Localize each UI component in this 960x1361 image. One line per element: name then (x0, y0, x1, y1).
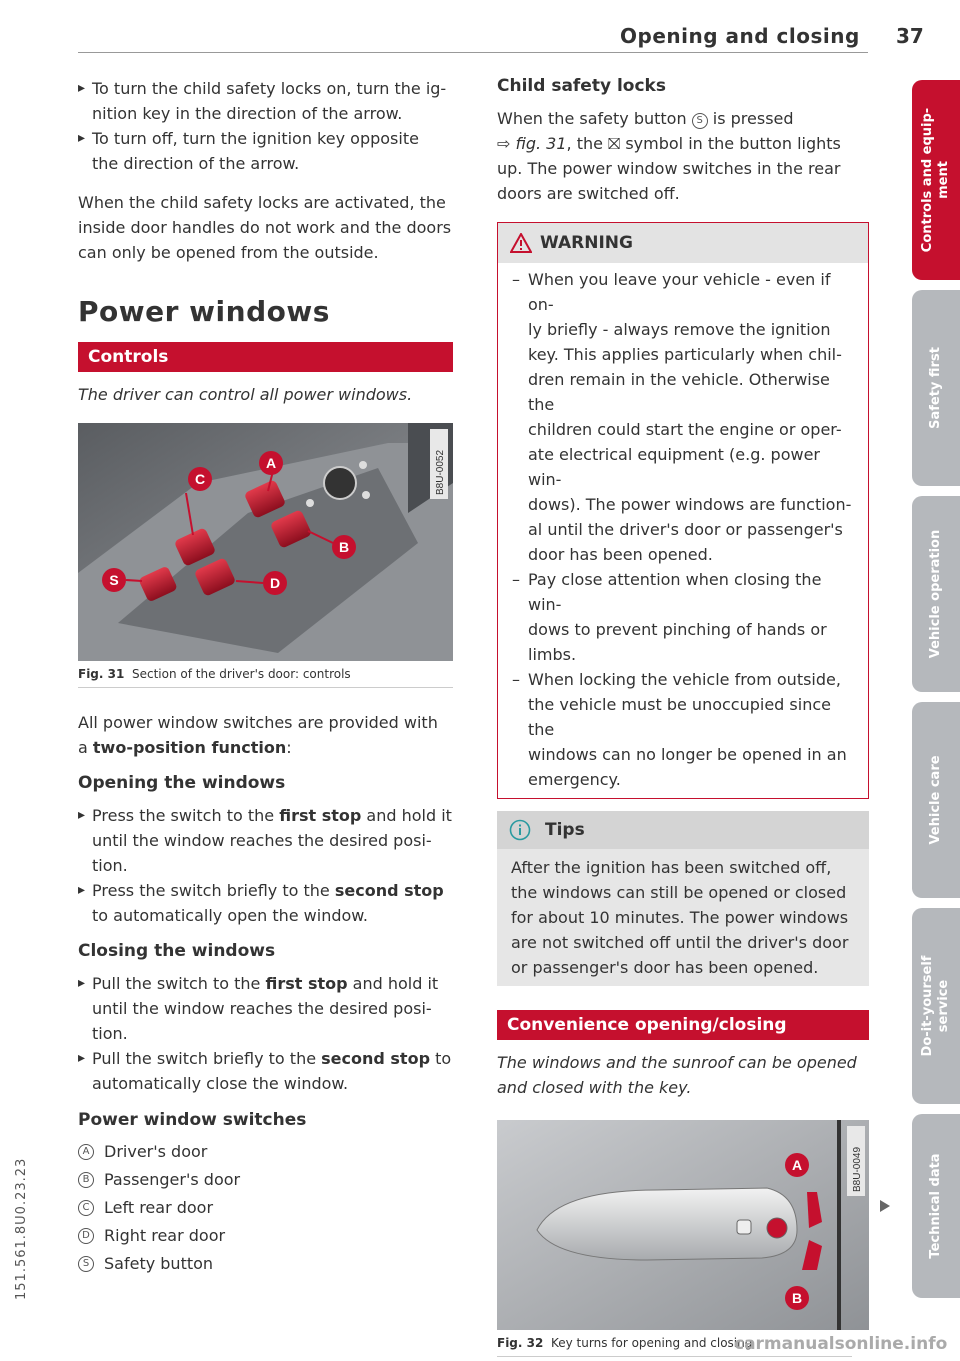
figure-31-caption: Fig. 31 Section of the driver's door: controls (78, 667, 351, 681)
warning-item: – Pay close attention when closing the win- dows to prevent pinching of hands or limbs. (512, 567, 856, 667)
heading-child-safety-locks: Child safety locks (497, 76, 666, 96)
side-tab-vehicle-operation[interactable]: Vehicle operation (912, 496, 960, 692)
paragraph-line: When the safety button S is pressed (497, 109, 794, 128)
svg-text:A: A (265, 455, 277, 471)
bullet-open-second-stop: ▸ Press the switch briefly to the second stop (78, 878, 453, 903)
warning-triangle-icon (510, 233, 532, 253)
paragraph-line: When the child safety locks are activated, the (78, 193, 446, 212)
svg-text:S: S (109, 572, 119, 588)
bullet-child-locks-off: ▸ To turn off, turn the ignition key opposite (78, 126, 453, 151)
mirror-control-knob (324, 467, 356, 499)
side-tab-technical-data[interactable]: Technical data (912, 1114, 960, 1298)
side-tab-vehicle-care[interactable]: Vehicle care (912, 702, 960, 898)
bullet-cont: to automatically open the window. (92, 906, 368, 925)
bullet-cont: tion. (92, 856, 128, 875)
legend-item: C Left rear door (78, 1194, 453, 1222)
paragraph-line: doors are switched off. (497, 184, 680, 203)
document-code: 151.561.8U0.23.23 (14, 1157, 29, 1300)
bullet-cont: until the window reaches the desired posi- (92, 831, 432, 850)
continue-arrow-icon (880, 1200, 890, 1212)
bullet-cont: automatically close the window. (92, 1074, 349, 1093)
figure-32 (497, 1120, 869, 1330)
section-heading-power-windows: Power windows (78, 295, 330, 328)
warning-item: – When locking the vehicle from outside, the vehicle must be unoccupied since the windows can no longer be opened in an emergency. (512, 667, 856, 792)
heading-opening-windows: Opening the windows (78, 773, 286, 793)
subsection-bar-convenience: Convenience opening/closing (497, 1010, 869, 1040)
subsection-bar-controls: Controls (78, 342, 453, 372)
bullet-close-second-stop: ▸ Pull the switch briefly to the second stop to (78, 1046, 453, 1071)
info-icon (509, 819, 531, 841)
side-tab-safety[interactable]: Safety first (912, 290, 960, 486)
callout-B (785, 1286, 809, 1310)
convenience-lead: and closed with the key. (497, 1078, 692, 1097)
legend-item: S Safety button (78, 1250, 453, 1278)
warning-box (497, 222, 869, 799)
callout-B (332, 535, 356, 559)
heading-power-window-switches: Power window switches (78, 1110, 307, 1130)
door-controls-illustration (78, 423, 453, 661)
mirror-dot (306, 499, 314, 507)
warning-header: WARNING (498, 223, 868, 263)
bullet-open-first-stop: ▸ Press the switch to the first stop and hold it (78, 803, 453, 828)
right-column (497, 76, 869, 1357)
svg-text:D: D (269, 575, 281, 591)
watermark: carmanualsonline.info (734, 1334, 948, 1354)
callout-A (259, 451, 283, 475)
side-tab-controls[interactable]: Controls and equip- ment (912, 80, 960, 280)
paragraph-line: up. The power window switches in the rear (497, 159, 841, 178)
side-tab-diy-service[interactable]: Do-it-yourself service (912, 908, 960, 1104)
svg-text:A: A (791, 1157, 803, 1173)
callout-C (188, 467, 212, 491)
bullet-close-first-stop: ▸ Pull the switch to the first stop and hold it (78, 971, 453, 996)
warning-item: – When you leave your vehicle - even if on- ly briefly - always remove the ignition key. This applies particularly when chil- dren remain in the vehicle. Otherwise the children could start the engine or oper- ate electrical equipment (e.g. power win- dows). The power windows are function- al until the driver's door or passenger's door has been opened. (512, 267, 856, 567)
left-column (78, 76, 453, 1278)
figure-code: B8U-0052 (435, 449, 446, 495)
paragraph-line: ⇨ fig. 31, the ⛝ symbol in the button lights (497, 134, 841, 153)
svg-text:B: B (338, 539, 350, 555)
figure-31 (78, 423, 453, 661)
page-number: 37 (896, 24, 924, 48)
figure-code: B8U-0049 (852, 1146, 863, 1192)
paragraph-line: can only be opened from the outside. (78, 243, 379, 262)
mirror-dot (359, 461, 367, 469)
paragraph-line: inside door handles do not work and the doors (78, 218, 452, 237)
tips-body: After the ignition has been switched off, the windows can still be opened or closed for about 10 minutes. The power windows are not switched off until the driver's door or passenger's door has been opened. (511, 858, 849, 977)
legend-item: A Driver's door (78, 1138, 453, 1166)
header-rule (78, 52, 868, 53)
paragraph-line: a two-position function: (78, 738, 292, 757)
figure-32-caption: Fig. 32 Key turns for opening and closing (497, 1336, 753, 1350)
bullet-cont: until the window reaches the desired posi- (92, 999, 432, 1018)
tips-header: Tips (497, 811, 869, 849)
heading-closing-windows: Closing the windows (78, 941, 276, 961)
callout-S (102, 568, 126, 592)
switch-legend (78, 1138, 453, 1278)
child-lock-symbol-icon: ⛝ (608, 134, 621, 153)
bullet-child-locks-on-cont: nition key in the direction of the arrow. (92, 104, 403, 123)
bullet-child-locks-off-cont: the direction of the arrow. (92, 154, 300, 173)
convenience-lead: The windows and the sunroof can be opened (497, 1053, 857, 1072)
callout-A (785, 1153, 809, 1177)
bullet-child-locks-on: ▸ To turn the child safety locks on, turn the ig- (78, 76, 453, 101)
legend-item: D Right rear door (78, 1222, 453, 1250)
legend-item: B Passenger's door (78, 1166, 453, 1194)
page-header-title: Opening and closing (620, 24, 860, 48)
tips-box (497, 811, 869, 986)
figure-reference-link[interactable]: fig. 31 (515, 134, 567, 153)
warning-body (498, 263, 868, 798)
paragraph-line: All power window switches are provided with (78, 713, 438, 732)
key-turn-illustration (497, 1120, 869, 1330)
controls-lead: The driver can control all power windows. (78, 385, 413, 404)
mirror-dot (362, 491, 370, 499)
svg-text:B: B (791, 1290, 803, 1306)
svg-text:C: C (194, 471, 206, 487)
callout-D (263, 571, 287, 595)
bullet-cont: tion. (92, 1024, 128, 1043)
